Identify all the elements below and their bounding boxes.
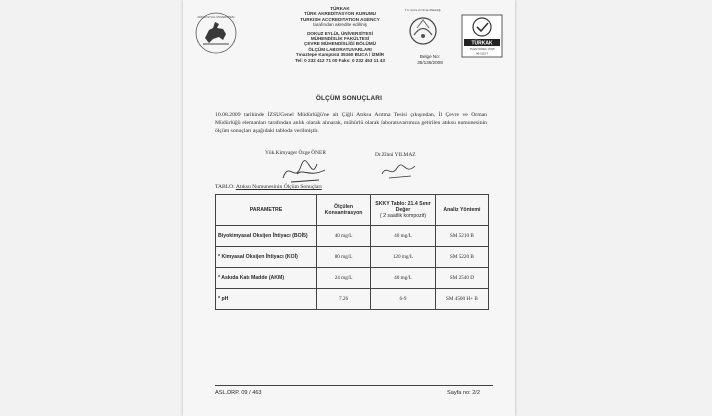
university-logo — [193, 10, 239, 56]
row-olculen: 80 mg/L — [316, 247, 370, 268]
col-analiz: Analiz Yöntemi — [435, 195, 488, 226]
row-sinir: 40 mg/L — [371, 226, 436, 247]
turkak-code: TS EN ISO/IEC 17025 — [469, 48, 495, 51]
belge-label: Belge No: — [419, 54, 441, 59]
header-line-3: TURKISH ACCREDITATION AGENCY — [300, 16, 380, 22]
row-sinir: 120 mg/L — [371, 247, 436, 268]
signature-right-name: Dr.Zihni YILMAZ — [375, 152, 416, 158]
footer-reference: ASL.DRP. 09 / 463 — [215, 390, 262, 396]
turkak-logo-text: TÜRKAK — [471, 40, 493, 47]
header-line-10: Tel: 0 232 412 71 00 Faks: 0 232 453 11 43 — [295, 57, 385, 63]
header-line-4: tarafından akredite edilmiş — [313, 22, 367, 28]
col-skky-title: SKKY Tablo: 21.4 Sınır Değer — [375, 201, 431, 213]
row-olculen: 24 mg/L — [316, 268, 370, 289]
header-line-1: TÜRKAK — [330, 6, 350, 11]
row-olculen: 7.26 — [316, 289, 370, 310]
row-yontem: SM 2540 D — [435, 268, 488, 289]
header-line-6: MÜHENDİSLİK FAKÜLTESİ — [310, 36, 370, 42]
row-sinir: 6-9 — [371, 289, 436, 310]
belge-value: 35/136/2008 — [417, 59, 443, 65]
signature-left-scribble — [279, 156, 329, 186]
row-param: * pH — [216, 289, 317, 310]
header-line-5: DOKUZ EYLÜL ÜNİVERSİTESİ — [307, 30, 373, 36]
row-yontem: SM 4500 H+ B — [435, 289, 488, 310]
footer-rule — [215, 385, 493, 386]
signature-left-name: Yük.Kimyager Özge ÖNER — [265, 150, 326, 156]
col-parametre: PARAMETRE — [216, 195, 317, 226]
row-sinir: 40 mg/L — [371, 268, 436, 289]
col-olculen: Ölçülen Konsantrasyon — [316, 195, 370, 226]
header-line-9: Tınaztepe Kampüsü 35160 BUCA / İZMİR — [295, 52, 385, 58]
row-yontem: SM 5220 B — [435, 247, 488, 268]
footer-page-number: Sayfa no: 2/2 — [447, 390, 480, 396]
table-row — [216, 226, 489, 247]
table-caption-text: Atıksu Numunesinin Ölçüm Sonuçları — [235, 184, 322, 190]
signature-right-scribble — [379, 160, 419, 182]
table-row — [216, 247, 489, 268]
row-param: Biyokimyasal Oksijen İhtiyacı (BOİ5) — [216, 226, 317, 247]
header-line-2: TÜRK AKREDİTASYON KURUMU — [304, 11, 376, 17]
document-title: ÖLÇÜM SONUÇLARI — [315, 95, 383, 102]
cevre-orman-logo — [403, 6, 443, 50]
header-line-8: ÖLÇÜM LABORATUVARLARI — [308, 46, 372, 52]
turkak-logo — [461, 14, 503, 58]
header-line-7: ÇEVRE MÜHENDİSLİĞİ BÖLÜMÜ — [304, 41, 376, 47]
col-skky — [371, 195, 436, 226]
table-row — [216, 268, 489, 289]
cevre-logo-text: T.C. Çevre ve Orman Bakanlığı — [405, 9, 441, 12]
row-param: * Kimyasal Oksijen İhtiyacı (KOİ) — [216, 247, 317, 268]
intro-paragraph: 10.08.2009 tarihinde İZSUGenel Müdürlüğü'ne ait Çiğli Atıksu Arıtma Tesisi çıkışından, İl Çevre ve Orman Müdürlüğü elemanları tarafından anlık olarak alınarak, mühürlü olarak laboratuvarımıza getirilen atıksu numunesinin ölçüm sonuçları aşağıdaki tabloda verilmiştir. — [215, 112, 487, 135]
row-yontem: SM 5210 B — [435, 226, 488, 247]
table-row — [216, 289, 489, 310]
col-skky-sub: ( 2 saatlik kompozit) — [379, 213, 427, 219]
results-table — [215, 194, 489, 310]
table-caption — [215, 184, 322, 190]
table-caption-prefix: TABLO: — [215, 184, 235, 190]
row-param: * Askıda Katı Madde (AKM) — [216, 268, 317, 289]
table-header-row — [216, 195, 489, 226]
belge-number — [405, 54, 455, 65]
university-logo-text: DOKUZ EYLÜL ÜNİVERSİTESİ — [197, 16, 235, 19]
row-olculen: 40 mg/L — [316, 226, 370, 247]
document-page — [183, 0, 515, 416]
turkak-number: AB-0133-T — [475, 52, 489, 56]
